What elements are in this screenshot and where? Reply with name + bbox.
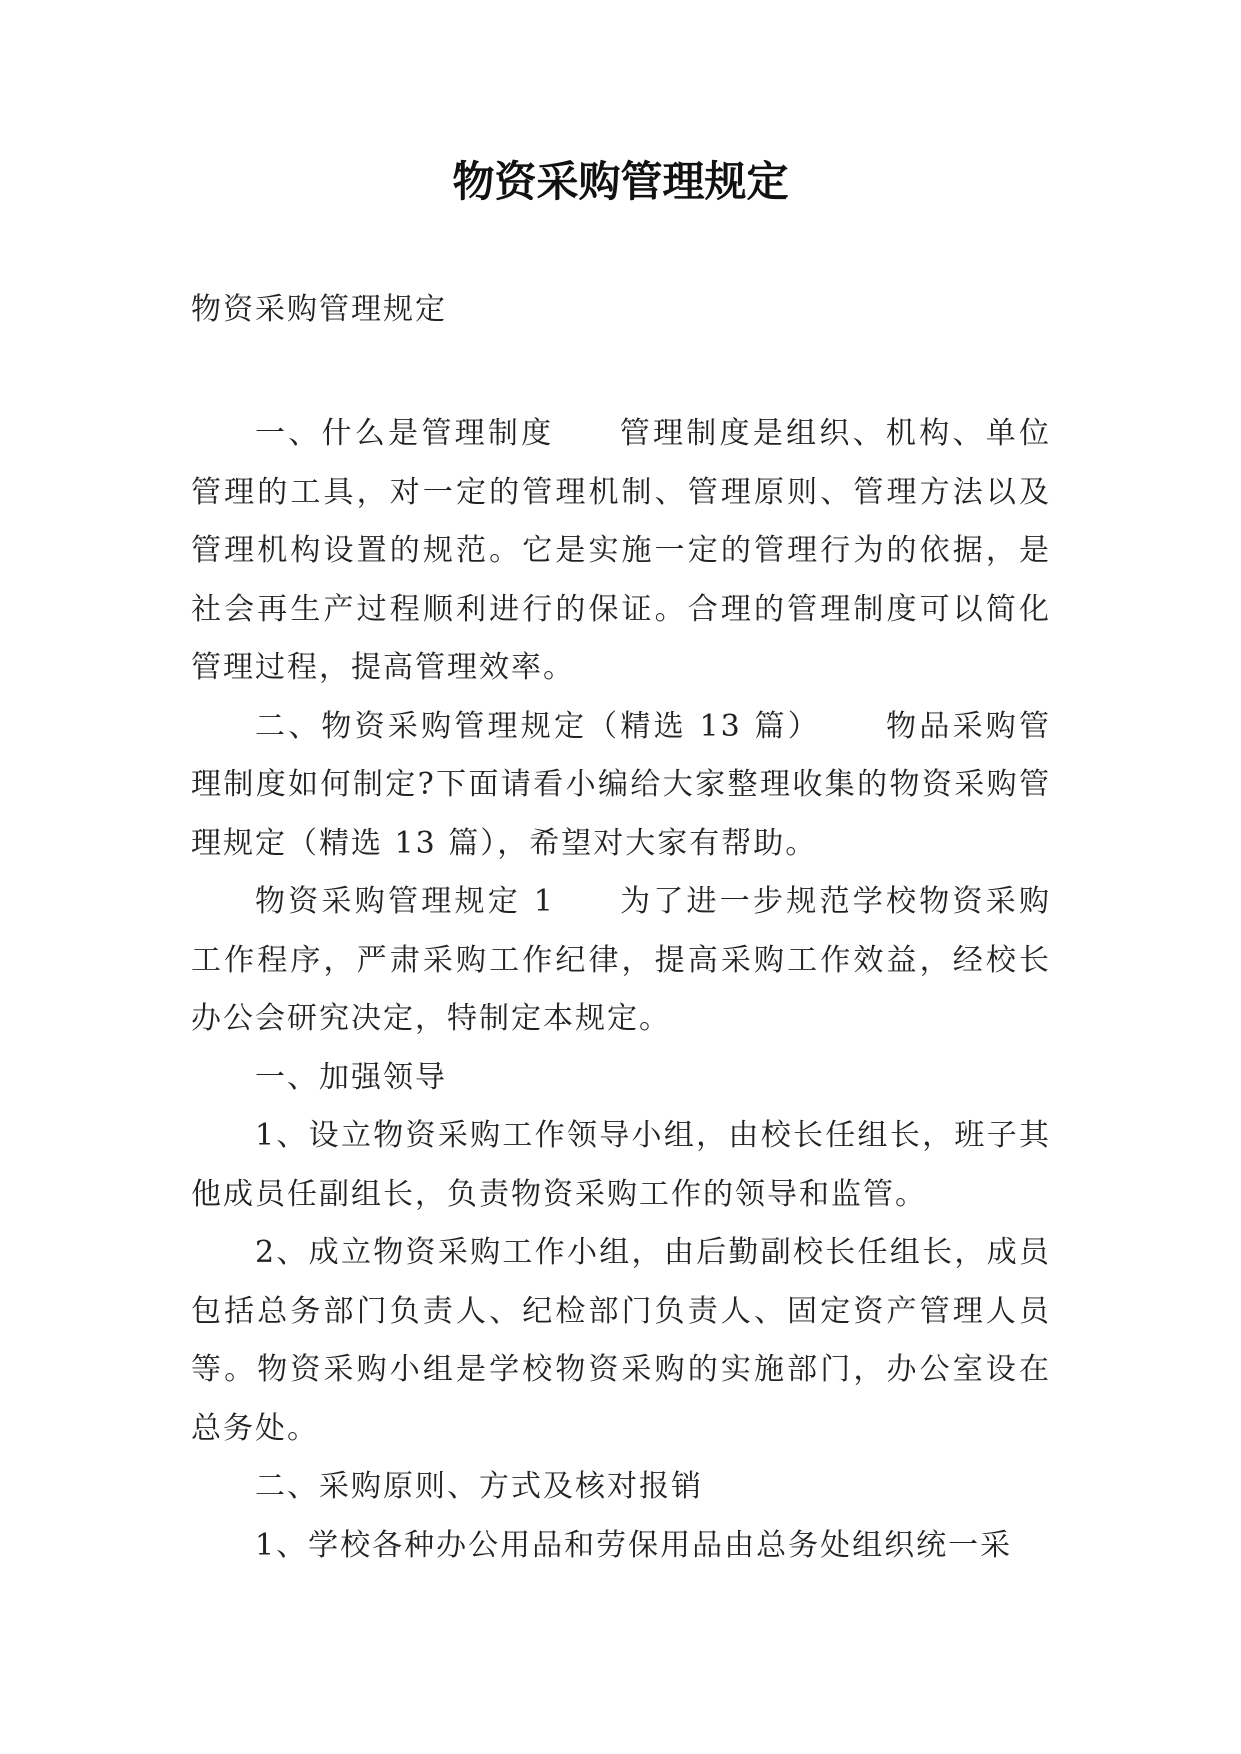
paragraph xyxy=(191,405,1051,698)
paragraph-text: 二、采购原则、方式及核对报销 xyxy=(255,1469,703,1504)
document-title: 物资采购管理规定 xyxy=(452,157,789,206)
paragraph-heading: 一、什么是管理制度 xyxy=(255,416,555,451)
paragraph-text: 为了进一步规范学校物资采购工作程序，严肃采购工作纪律，提高采购工作效益，经校长办公会研究决定，特制定本规定。 xyxy=(191,884,1052,1036)
paragraph xyxy=(191,1107,1051,1224)
section-heading xyxy=(191,1049,1051,1108)
paragraph-heading: 物资采购管理规定 1 xyxy=(255,884,555,919)
paragraph-text: 1、设立物资采购工作领导小组，由校长任组长，班子其他成员任副组长，负责物资采购工作的领导和监管。 xyxy=(191,1118,1051,1212)
document-subtitle: 物资采购管理规定 xyxy=(191,292,447,327)
paragraph-text: 2、成立物资采购工作小组，由后勤副校长任组长，成员包括总务部门负责人、纪检部门负责人、固定资产管理人员等。物资采购小组是学校物资采购的实施部门，办公室设在总务处。 xyxy=(191,1235,1051,1446)
paragraph-text: 物品采购管理制度如何制定?下面请看小编给大家整理收集的物资采购管理规定（精选 13 篇），希望对大家有帮助。 xyxy=(191,708,1052,861)
paragraph xyxy=(191,1517,1051,1576)
paragraph-text: 一、加强领导 xyxy=(255,1059,447,1095)
paragraph xyxy=(191,698,1051,874)
section-heading xyxy=(191,1458,1051,1517)
paragraph-heading: 二、物资采购管理规定（精选 13 篇） xyxy=(255,708,821,744)
paragraph xyxy=(191,873,1051,1049)
paragraph xyxy=(191,1224,1051,1458)
paragraph-text: 管理制度是组织、机构、单位管理的工具，对一定的管理机制、管理原则、管理方法以及管理机构设置的规范。它是实施一定的管理行为的依据，是社会再生产过程顺利进行的保证。合理的管理制度可以简化管理过程，提高管理效率。 xyxy=(191,416,1052,685)
document-body xyxy=(191,405,1051,1575)
paragraph-text: 1、学校各种办公用品和劳保用品由总务处组织统一采 xyxy=(255,1527,1013,1563)
